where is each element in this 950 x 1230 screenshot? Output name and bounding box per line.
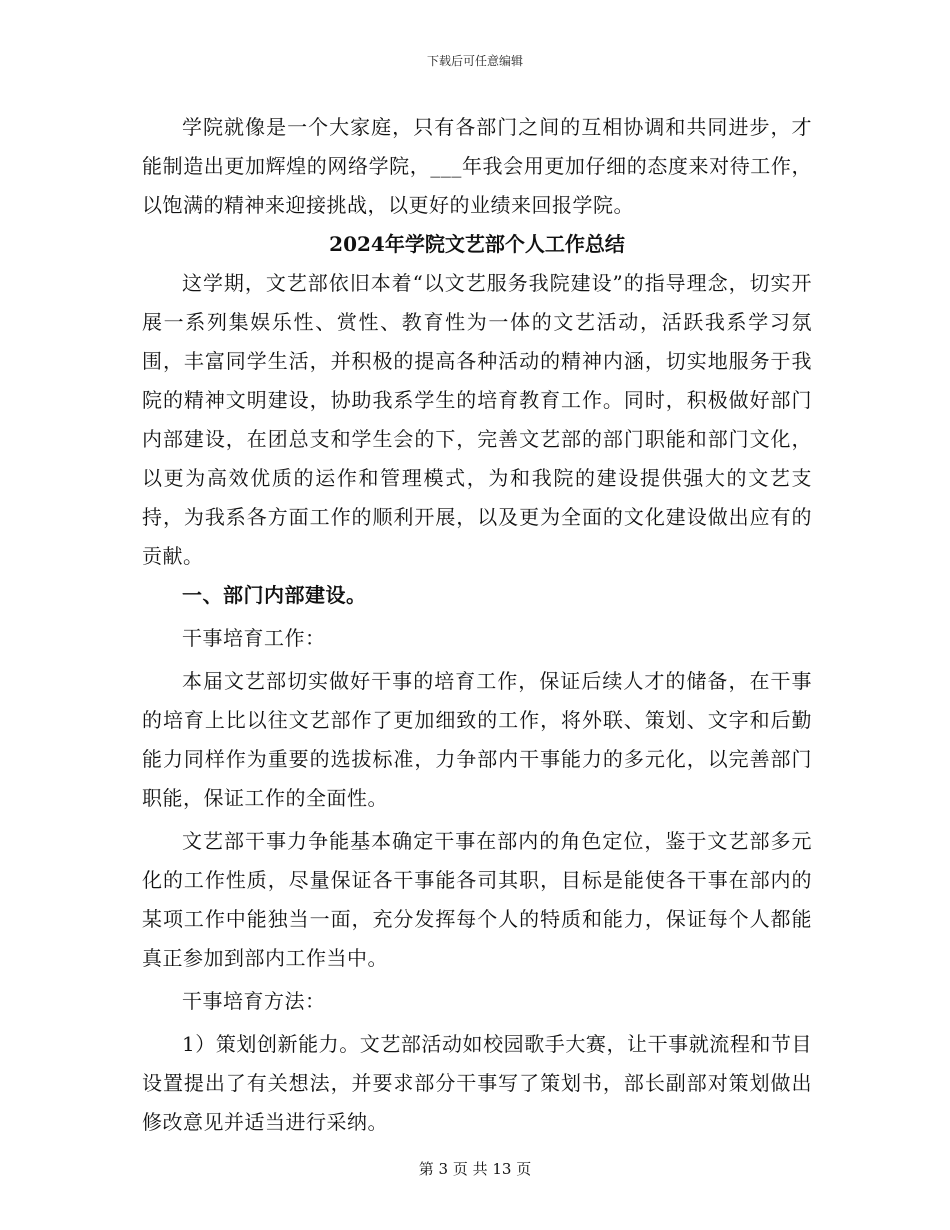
paragraph-role-definition: 文艺部干事力争能基本确定干事在部内的角色定位，鉴于文艺部多元化的工作性质，尽量保证各干事能各司其职，目标是能使各干事在部内的某项工作中能独当一面，充分发挥每个人的特质和能力，保证每个人都能真正参加到部内工作当中。 (142, 829, 812, 970)
paragraph-training-work: 本届文艺部切实做好干事的培育工作，保证后续人才的储备，在干事的培育上比以往文艺部作了更加细致的工作，将外联、策划、文字和后勤能力同样作为重要的选拔标准，力争部内干事能力的多元化，以完善部门职能，保证工作的全面性。 (142, 669, 812, 810)
document-title: 2024年学院文艺部个人工作总结 (329, 232, 625, 256)
header-note: 下载后可任意编辑 (426, 54, 523, 68)
page-number: 第 3 页 共 13 页 (418, 1160, 532, 1178)
subheading-training-work: 干事培育工作： (182, 626, 326, 650)
section-heading: 一、部门内部建设。 (182, 583, 367, 607)
paragraph-method-1: 1）策划创新能力。文艺部活动如校园歌手大赛，让干事就流程和节目设置提出了有关想法，并要求部分干事写了策划书，部长副部对策划做出修改意见并适当进行采纳。 (142, 1032, 812, 1134)
paragraph-closing: 学院就像是一个大家庭，只有各部门之间的互相协调和共同进步，才能制造出更加辉煌的网络学院，___年我会用更加仔细的态度来对待工作，以饱满的精神来迎接挑战，以更好的业绩来回报学院。 (142, 115, 812, 217)
paragraph-intro: 这学期，文艺部依旧本着“以文艺服务我院建设”的指导理念，切实开展一系列集娱乐性、赏性、教育性为一体的文艺活动，活跃我系学习氛围，丰富同学生活，并积极的提高各种活动的精神内涵，切实地服务于我院的精神文明建设，协助我系学生的培育教育工作。同时，积极做好部门内部建设，在团总支和学生会的下，完善文艺部的部门职能和部门文化，以更为高效优质的运作和管理模式，为和我院的建设提供强大的文艺支持，为我系各方面工作的顺利开展，以及更为全面的文化建设做出应有的贡献。 (142, 271, 812, 568)
subheading-training-methods: 干事培育方法： (182, 989, 326, 1013)
document-body (142, 108, 812, 1142)
